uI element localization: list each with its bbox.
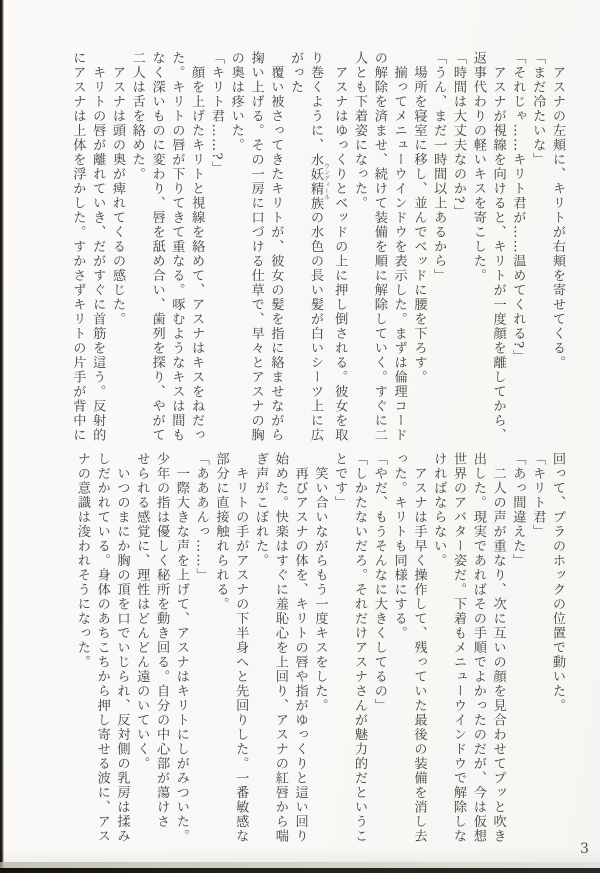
text-column: 「キリト君……?」 xyxy=(208,51,224,176)
page-number: 3 xyxy=(580,841,589,857)
text-column: アスナは頭の奥が痺れてくるの感じた。 xyxy=(109,51,125,327)
text-block-top xyxy=(68,51,567,443)
text-column: 回って、ブラのホックの位置で動いた。 xyxy=(550,452,565,713)
text-column: 出した。現実であればその手順でよかったのだが、今は仮想 xyxy=(470,452,486,844)
text-column: しだかれている。身体のあちこちから押し寄せる波に、アス xyxy=(94,452,110,844)
text-column: 世界のアバター姿だ。下着もメニューウインドウで解除しな xyxy=(451,452,467,844)
text-column: 掬い上げる。その一房に口づける仕草で、早々とアスナの胸 xyxy=(248,51,264,443)
text-column: 少年の指は優しく秘所を動き回る。自分の中心部が蕩けさ xyxy=(154,452,170,829)
text-column: アスナはゆっくりとベッドの上に押し倒される。彼女を取 xyxy=(332,51,348,443)
text-column: 「やだ、もうそんなに大きくしてるの」 xyxy=(371,452,387,713)
text-column: キリトの手がアスナの下半身へと先回りした。一番敏感な xyxy=(233,452,249,844)
text-column: アスナは手早く操作して、残っていた最後の装備を消し去 xyxy=(411,452,427,844)
text-block-bottom xyxy=(72,452,567,844)
text-column: 一際大きな声を上げて、アスナはキリトにしがみついた。 xyxy=(173,452,189,844)
text-column: なく深いものに変わり、唇を舐め合い、歯列を探り、やがて xyxy=(149,51,165,443)
text-column: 「それじゃ……キリト君が……温めてくれる?」 xyxy=(510,51,526,364)
text-column: 二人は舌を絡めた。 xyxy=(129,51,145,182)
text-column: の奥は疼いた。 xyxy=(228,51,244,153)
text-column: った。キリトも同様にする。 xyxy=(391,452,407,641)
text-column: ナの意識は浚われそうになった。 xyxy=(74,452,90,670)
text-column: キリトの唇が離れていき、だがすぐに首筋を這う。反射的 xyxy=(90,51,106,443)
text-column: 「あああんっ……」 xyxy=(193,452,209,583)
text-column: 人とも下着姿になった。 xyxy=(352,51,368,211)
text-column: 笑い合いながらもう一度キスをした。 xyxy=(312,452,328,713)
text-column: 「時間は大丈夫なのか?」 xyxy=(451,51,467,219)
text-column: ぎ声がこぼれた。 xyxy=(253,452,269,568)
text-column: り巻くように、水妖精族 ウンディーネの水色の長い髪が白いシーツ上に広 xyxy=(307,51,330,443)
page-edge-bottom xyxy=(0,868,600,873)
undine-ruby: 水妖精族 ウンディーネ xyxy=(307,152,330,211)
text-column: 覆い被さってきたキリトが、彼女の髪を指に絡ませながら xyxy=(268,51,284,443)
text-column: がった xyxy=(288,51,304,95)
text-column: 「キリト君」 xyxy=(530,452,546,539)
text-column: アスナが視線を向けると、キリトが一度顔を離してから、 xyxy=(490,51,506,443)
text-column: アスナの左頬に、キリトが右頬を寄せてくる。 xyxy=(550,51,565,370)
text-column: 「あっ間違えた」 xyxy=(510,452,526,568)
text-column: にアスナは上体を浮かした。すかさずキリトの片手が背中に xyxy=(70,51,86,443)
text-column: の解除を済ませ、続けて装備を順に解除していく。すぐに二 xyxy=(371,51,387,443)
text-column: 二人の声が重なり、次に互いの顔を見合わせてプッと吹き xyxy=(490,452,506,844)
text-column: ければならない。 xyxy=(431,452,447,568)
text-column: 「うん、まだ一時間以上あるから」 xyxy=(431,51,447,283)
page-edge-left xyxy=(0,0,4,873)
text-column: 部分に直接触れられる。 xyxy=(213,452,229,612)
text-column: 揃ってメニューウインドウを表示した。まずは倫理コード xyxy=(391,51,407,443)
text-column: とです」 xyxy=(332,452,348,510)
text-column: 「しかたないだろ。それだけアスナさんが魅力的だというこ xyxy=(352,452,368,844)
text-column: せられる感覚に、理性はどんどん遠のいていく。 xyxy=(134,452,150,771)
text-column: 「まだ冷たいな」 xyxy=(530,51,546,167)
text-column: 場所を寝室に移し、並んでベッドに腰を下ろす。 xyxy=(411,51,427,385)
text-column: 返事代わりの軽いキスを寄こした。 xyxy=(470,51,486,283)
text-column: 再びアスナの体を、キリトの唇や指がゆっくりと這い回り xyxy=(292,452,308,844)
text-column: いつのまにか胸の頂を口でいじられ、反対側の乳房は揉み xyxy=(114,452,130,844)
text-column: た。キリトの唇が下りてきて重なる。啄むようなキスは間も xyxy=(169,51,185,443)
text-column: 顔を上げたキリトと視線を絡めて、アスナはキスをねだっ xyxy=(189,51,205,443)
text-column: 始めた。快楽はすぐに羞恥心を上回り、アスナの紅唇から喘 xyxy=(272,452,288,844)
